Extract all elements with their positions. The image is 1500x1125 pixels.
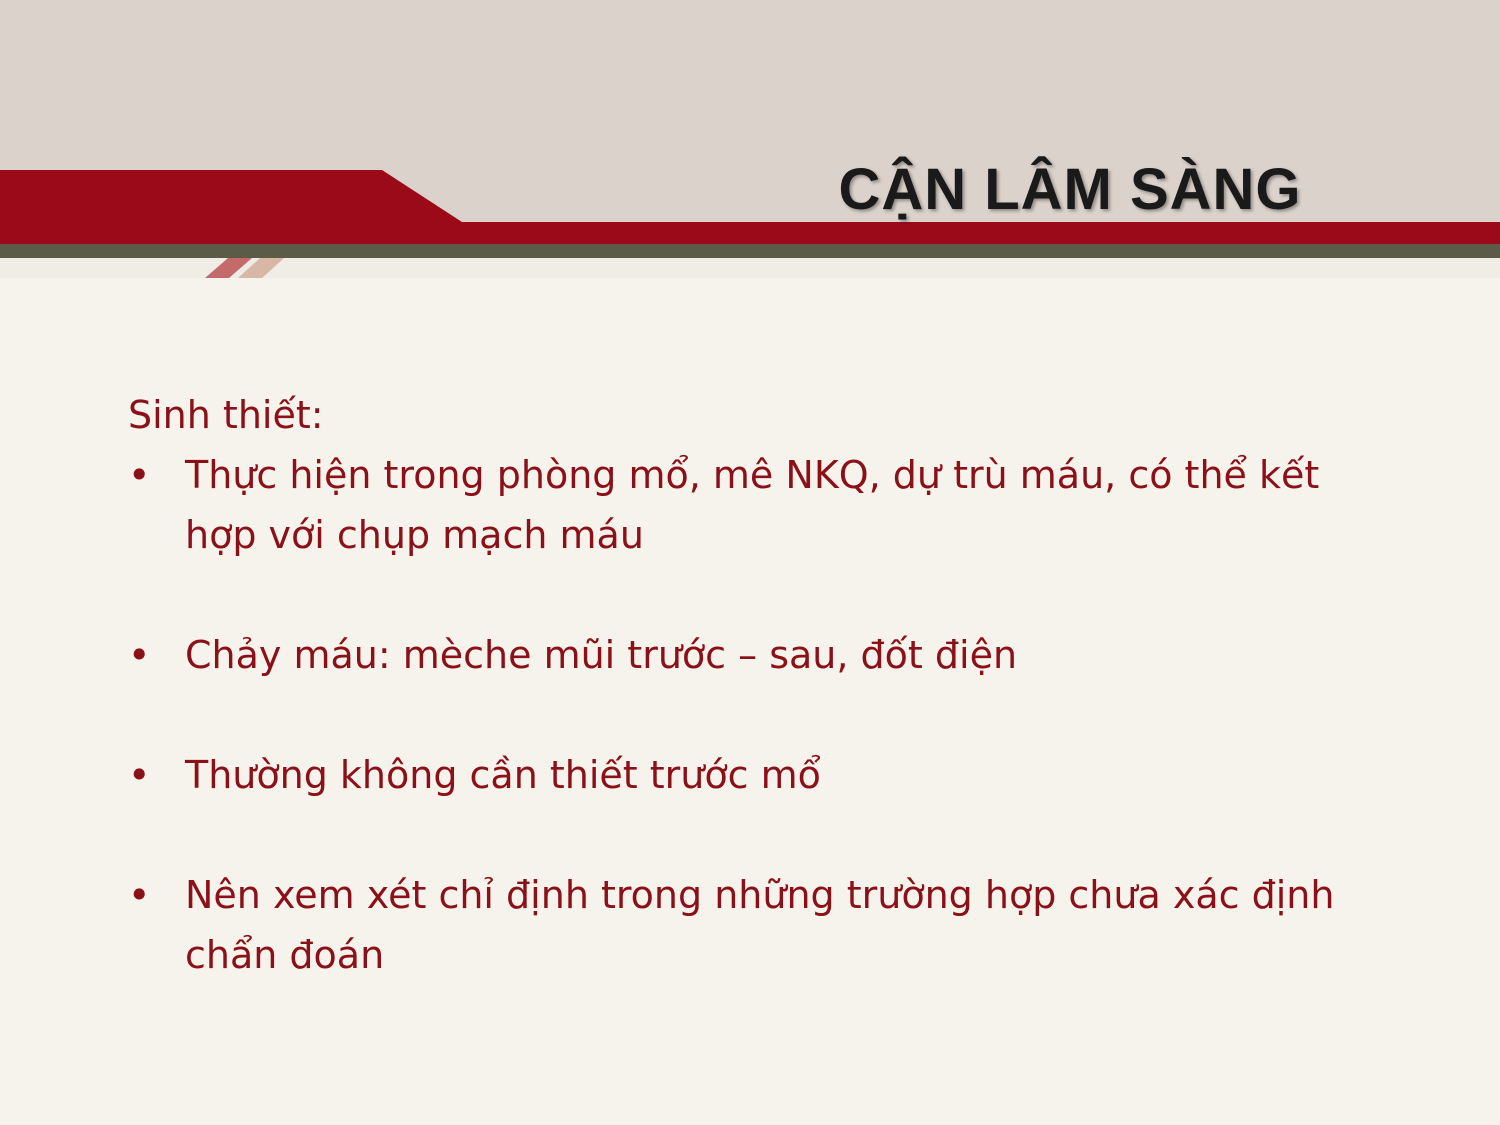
list-item [128, 745, 1388, 805]
olive-band [0, 244, 1500, 258]
bullet-text: Thực hiện trong phòng mổ, mê NKQ, dự trù máu, có thể kết hợp với chụp mạch máu [185, 453, 1320, 557]
bullet-icon: • [128, 873, 151, 917]
bullet-icon: • [128, 753, 151, 797]
bullet-list [128, 445, 1388, 985]
list-item [128, 865, 1388, 985]
list-item [128, 445, 1388, 565]
bullet-icon: • [128, 633, 151, 677]
bullet-text: Chảy máu: mèche mũi trước – sau, đốt điện [185, 633, 1018, 677]
slide-content [128, 385, 1388, 985]
slide-title: CẬN LÂM SÀNG [838, 157, 1302, 222]
bullet-icon: • [128, 453, 151, 497]
lead-text: Sinh thiết: [128, 393, 324, 437]
header-banner-decoration [0, 0, 1500, 278]
bullet-text: Nên xem xét chỉ định trong những trường hợp chưa xác định chẩn đoán [185, 873, 1335, 977]
bullet-text: Thường không cần thiết trước mổ [185, 753, 821, 797]
list-item [128, 625, 1388, 685]
